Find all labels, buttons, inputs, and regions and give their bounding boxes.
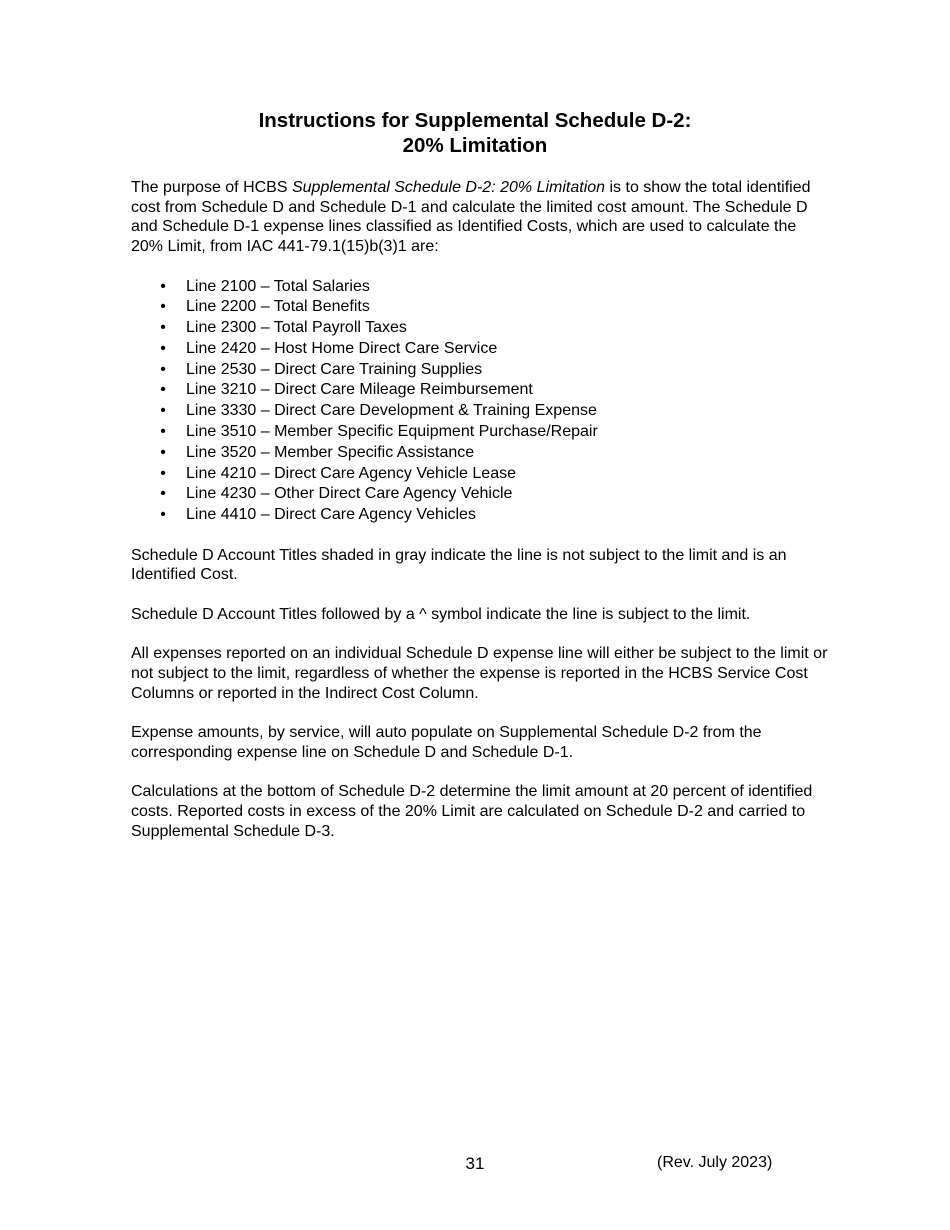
- intro-italic-title: Supplemental Schedule D-2: 20% Limitation: [291, 179, 606, 196]
- title-line-1: Instructions for Supplemental Schedule D-2:: [258, 109, 692, 132]
- revision-date: (Rev. July 2023): [657, 1154, 773, 1171]
- list-item: [131, 464, 831, 485]
- list-item: [131, 277, 831, 298]
- bullet-icon: •: [160, 339, 166, 357]
- list-item-text: Line 4410 – Direct Care Agency Vehicles: [186, 506, 476, 524]
- calculations-paragraph: Calculations at the bottom of Schedule D-2 determine the limit amount at 20 percent of identified costs. Reported costs in excess of the 20% Limit are calculated on Schedule D-2 and carried to Supplemental Schedule D-3.: [131, 783, 813, 840]
- bullet-icon: •: [160, 402, 166, 420]
- list-item-text: Line 2200 – Total Benefits: [186, 298, 370, 316]
- caret-symbol-paragraph: Schedule D Account Titles followed by a ^ symbol indicate the line is subject to the limit.: [131, 605, 751, 623]
- list-item-text: Line 4210 – Direct Care Agency Vehicle Lease: [186, 464, 516, 482]
- bullet-icon: •: [160, 423, 166, 441]
- list-item-text: Line 3330 – Direct Care Development & Training Expense: [186, 402, 597, 420]
- list-item: [131, 339, 831, 360]
- list-item: [131, 297, 831, 318]
- intro-prefix: The purpose of HCBS: [131, 179, 292, 196]
- shaded-titles-paragraph: Schedule D Account Titles shaded in gray indicate the line is not subject to the limit and is an Identified Cost.: [131, 546, 787, 584]
- bullet-icon: •: [160, 443, 166, 461]
- list-item-text: Line 2100 – Total Salaries: [186, 277, 370, 295]
- identified-cost-lines-list: [131, 277, 831, 527]
- list-item-text: Line 2530 – Direct Care Training Supplies: [186, 360, 483, 378]
- intro-paragraph: [131, 178, 831, 257]
- list-item-text: Line 2420 – Host Home Direct Care Service: [186, 339, 498, 357]
- document-body: [131, 178, 831, 861]
- list-item-text: Line 3520 – Member Specific Assistance: [186, 443, 475, 461]
- list-item: [131, 318, 831, 339]
- list-item-text: Line 3510 – Member Specific Equipment Purchase/Repair: [186, 423, 598, 441]
- list-item-text: Line 3210 – Direct Care Mileage Reimbursement: [186, 381, 533, 399]
- list-item: [131, 380, 831, 401]
- list-item: [131, 360, 831, 381]
- bullet-icon: •: [160, 277, 166, 295]
- bullet-icon: •: [160, 360, 166, 378]
- title-line-2: 20% Limitation: [402, 134, 548, 157]
- list-item: [131, 484, 831, 505]
- auto-populate-paragraph: Expense amounts, by service, will auto populate on Supplemental Schedule D-2 from the corresponding expense line on Schedule D and Schedule D-1.: [131, 724, 762, 761]
- list-item-text: Line 2300 – Total Payroll Taxes: [186, 319, 407, 337]
- list-item: [131, 401, 831, 422]
- bullet-icon: •: [160, 381, 166, 399]
- bullet-icon: •: [160, 298, 166, 316]
- intro-suffix: is to show the total identified cost from Schedule D and Schedule D-1 and calculate the limited cost amount. The Schedule D and Schedule D-1 expense lines classified as Identified Costs, which are used to calculate the 20% Limit, from IAC 441-79.1(15)b(3)1 are:: [131, 179, 811, 256]
- bullet-icon: •: [160, 464, 166, 482]
- list-item: [131, 505, 831, 526]
- bullet-icon: •: [160, 319, 166, 337]
- list-item: [131, 443, 831, 464]
- bullet-icon: •: [160, 506, 166, 524]
- all-expenses-paragraph: All expenses reported on an individual Schedule D expense line will either be subject to the limit or not subject to the limit, regardless of whether the expense is reported in the HCBS Service Cost Columns or reported in the Indirect Cost Column.: [131, 645, 828, 702]
- page-number: 31: [465, 1154, 485, 1173]
- page-title: [0, 108, 950, 158]
- list-item-text: Line 4230 – Other Direct Care Agency Vehicle: [186, 485, 513, 503]
- list-item: [131, 422, 831, 443]
- bullet-icon: •: [160, 485, 166, 503]
